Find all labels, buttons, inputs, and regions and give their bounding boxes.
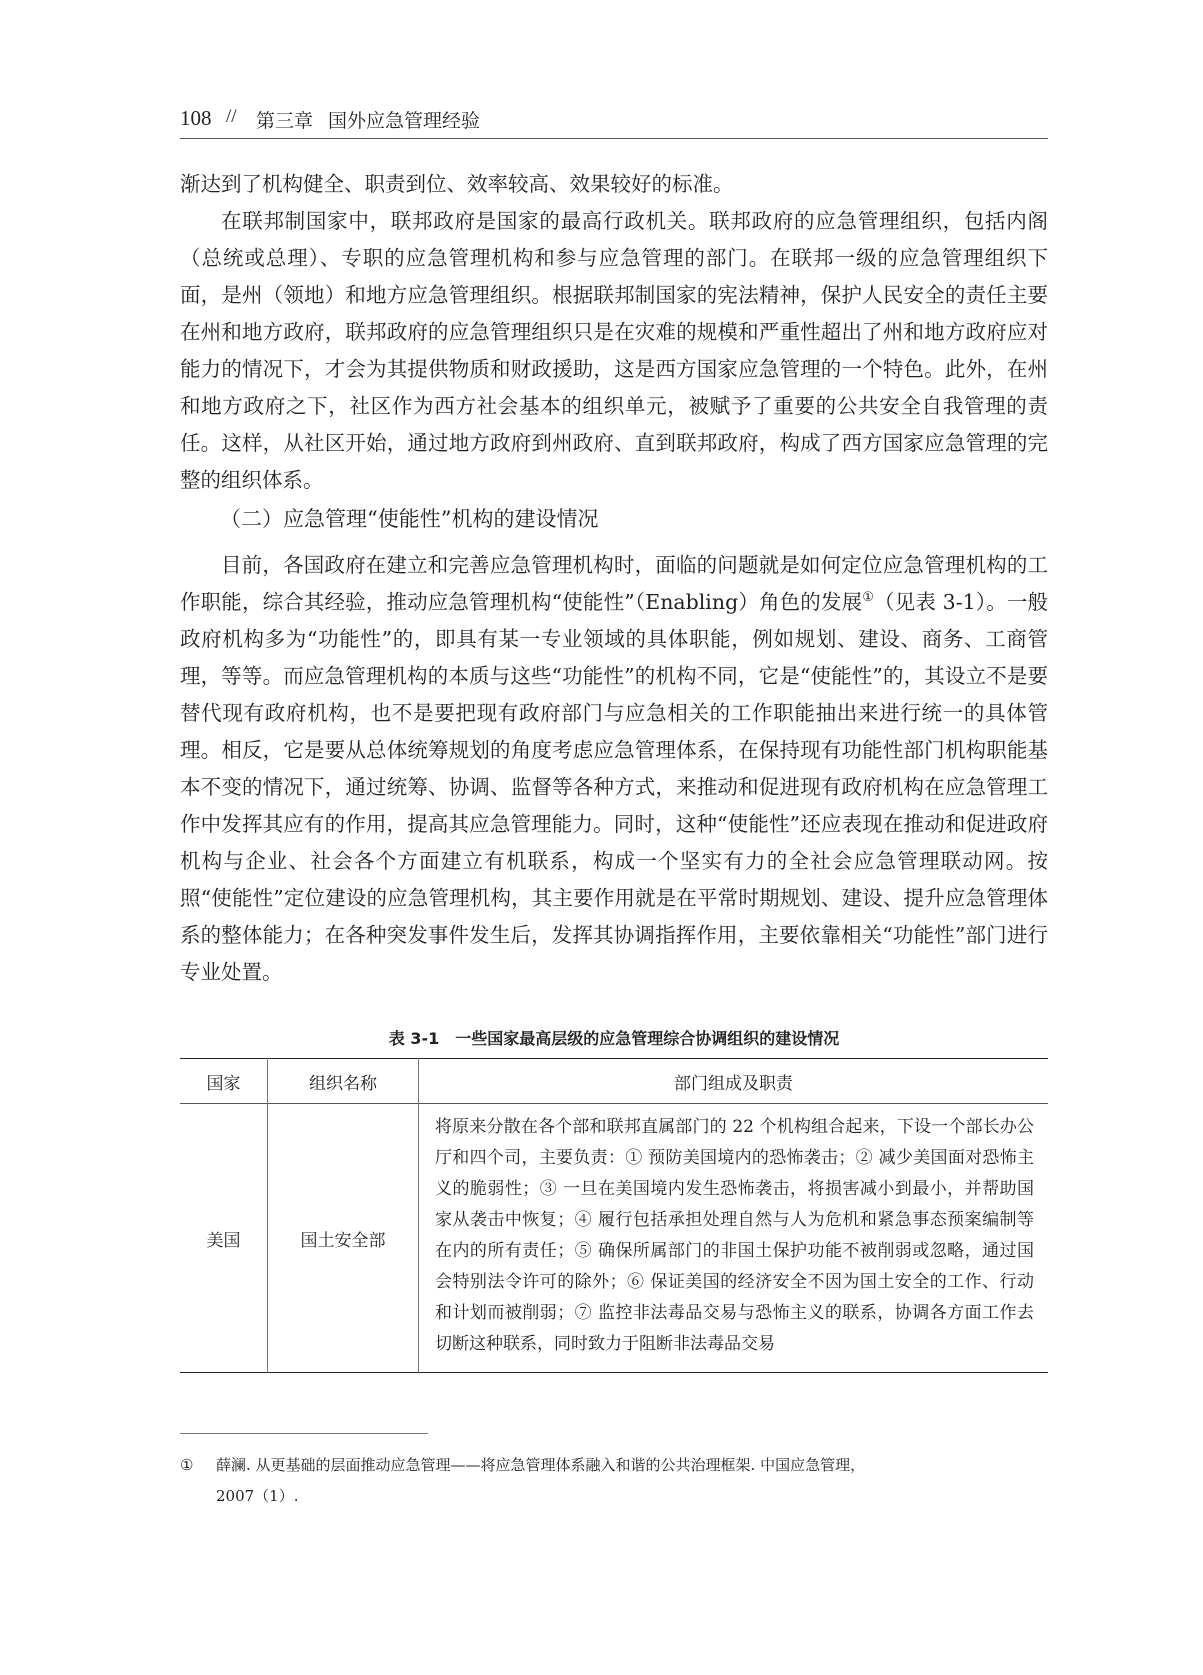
table-caption: 表 3-1 一些国家最高层级的应急管理综合协调组织的建设情况 (388, 1029, 840, 1048)
footnote-mark: ① (180, 1456, 194, 1474)
table-row (180, 1104, 1048, 1373)
page-header (180, 100, 1048, 139)
cell-country: 美国 (206, 1230, 241, 1251)
paragraph-enabling-role-part2: （见表 3-1）。一般政府机构多为“功能性”的，即具有某一专业领域的具体职能，例如规划、建设、商务、工商管理，等等。而应急管理机构的本质与这些“功能性”的机构不同，它是“使能性”的，其设立不是要替代现有政府机构，也不是要把现有政府部门与应急相关的工作职能抽出来进行统一的具体管理。相反，它是要从总体统筹规划的角度考虑应急管理体系，在保持现有功能性部门机构职能基本不变的情况下，通过统筹、协调、监督等各种方式，来推动和促进现有政府机构在应急管理工作中发挥其应有的作用，提高其应急管理能力。同时，这种“使能性”还应表现在推动和促进政府机构与企业、社会各个方面建立有机联系，构成一个坚实有力的全社会应急管理联动网。按照“使能性”定位建设的应急管理机构，其主要作用就是在平常时期规划、建设、提升应急管理体系的整体能力；在各种突发事件发生后，发挥其协调指挥作用，主要依靠相关“功能性”部门进行专业处置。 (180, 590, 1049, 984)
header-separator: // (226, 106, 237, 127)
cell-duties: 将原来分散在各个部和联邦直属部门的 22 个机构组合起来，下设一个部长办公厅和四个司，主要负责：① 预防美国境内的恐怖袭击；② 减少美国面对恐怖主义的脆弱性；③ 一旦在美国境内发生恐怖袭击，将损害减小到最小，并帮助国家从袭击中恢复；④ 履行包括承担处理自然与人为危机和紧急事态预案编制等在内的所有责任；⑤ 确保所属部门的非国土保护功能不被削弱或忽略，通过国会特别法令许可的除外；⑥ 保证美国的经济安全不因为国土安全的工作、行动和计划而被削弱；⑦ 监控非法毒品交易与恐怖主义的联系，协调各方面工作去切断这种联系，同时致力于阻断非法毒品交易 (419, 1104, 1049, 1373)
table-header-row (180, 1059, 1048, 1104)
cell-org-name: 国土安全部 (268, 1104, 419, 1373)
section-heading: （二）应急管理“使能性”机构的建设情况 (220, 507, 599, 531)
header-org-name: 组织名称 (268, 1059, 419, 1104)
footnote-reference[interactable]: ① (862, 590, 875, 606)
footnote-divider (180, 1433, 428, 1434)
page-number: 108 (180, 106, 212, 130)
header-duties: 部门组成及职责 (419, 1059, 1049, 1104)
paragraph-federal-system: 在联邦制国家中，联邦政府是国家的最高行政机关。联邦政府的应急管理组织，包括内阁（总统或总理）、专职的应急管理机构和参与应急管理的部门。在联邦一级的应急管理组织下面，是州（领地）和地方应急管理组织。根据联邦制国家的宪法精神，保护人民安全的责任主要在州和地方政府，联邦政府的应急管理组织只是在灾难的规模和严重性超出了州和地方政府应对能力的情况下，才会为其提供物质和财政援助，这是西方国家应急管理的一个特色。此外，在州和地方政府之下，社区作为西方社会基本的组织单元，被赋予了重要的公共安全自我管理的责任。这样，从社区开始，通过地方政府到州政府、直到联邦政府，构成了西方国家应急管理的完整的组织体系。 (180, 209, 1048, 492)
paragraph-continuation: 渐达到了机构健全、职责到位、效率较高、效果较好的标准。 (180, 172, 734, 196)
chapter-title: 国外应急管理经验 (328, 110, 481, 132)
paragraph-enabling-role-part1: 目前，各国政府在建立和完善应急管理机构时，面临的问题就是如何定位应急管理机构的工作职能，综合其经验，推动应急管理机构“使能性”（Enabling）角色的发展 (180, 553, 1048, 614)
header-country: 国家 (206, 1073, 241, 1094)
footnote (180, 1450, 1048, 1512)
paragraph-enabling-role (180, 547, 1048, 991)
footnote-text: 薛澜. 从更基础的层面推动应急管理——将应急管理体系融入和谐的公共治理框架. 中国应急管理， (216, 1456, 866, 1474)
footnote-text-continued: 2007（1）. (216, 1487, 299, 1505)
chapter-label: 第三章 (256, 110, 314, 132)
organization-table (180, 1058, 1048, 1373)
